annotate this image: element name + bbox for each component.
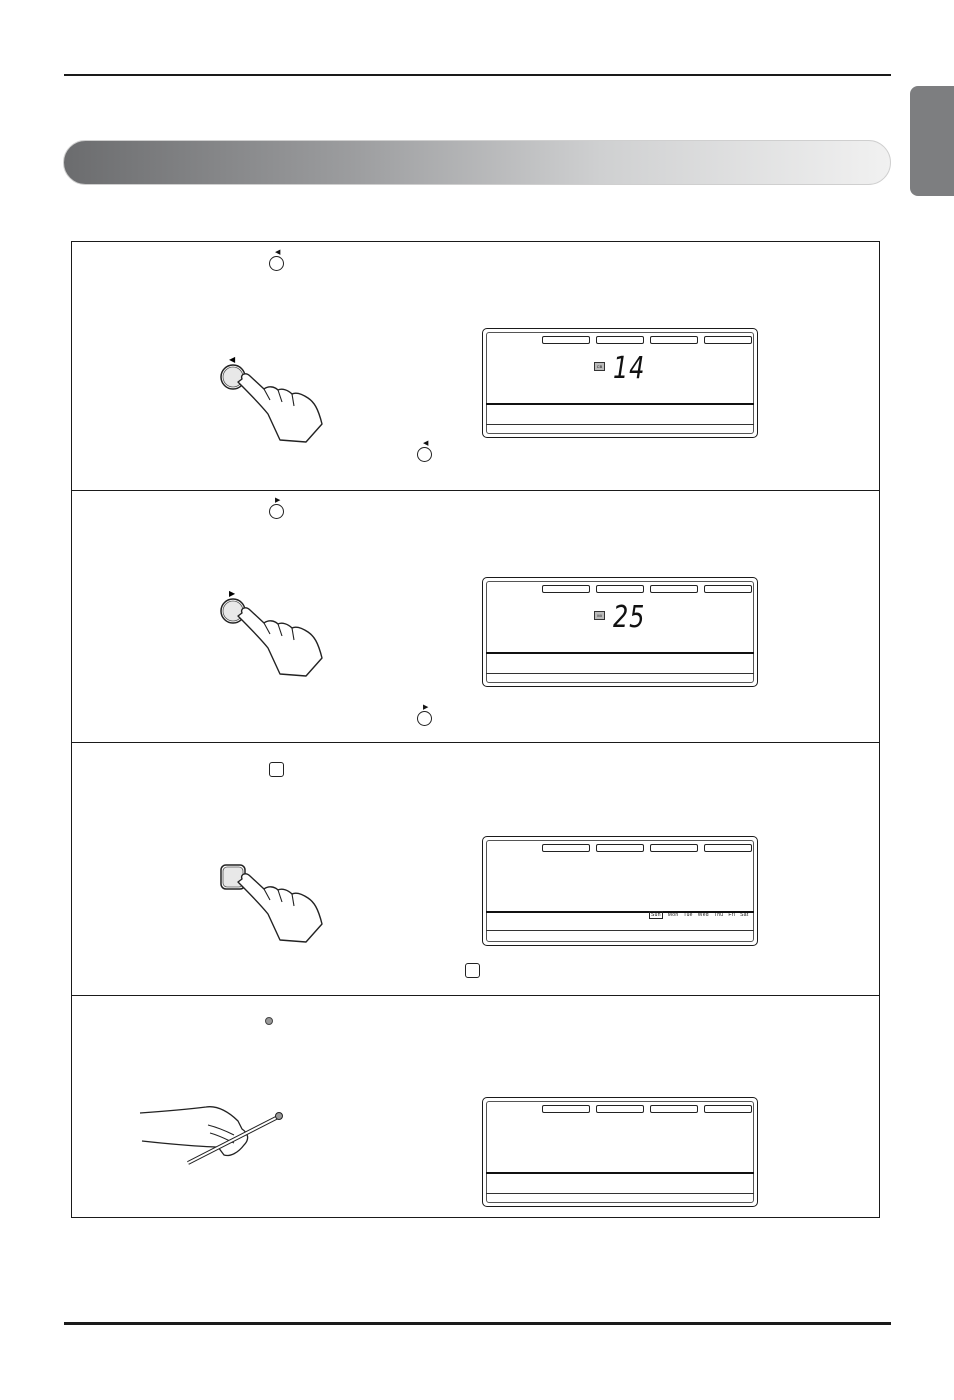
instruction-frame [71, 241, 880, 1218]
weekday-row [649, 912, 754, 918]
lcd-display-4 [482, 1097, 758, 1207]
hand-pressing-square-button-icon [210, 852, 335, 947]
day-fri: Fri [728, 912, 736, 918]
right-button-icon: ▶ [269, 504, 284, 519]
language-tab [910, 86, 954, 196]
hand-pressing-right-button-icon [210, 586, 335, 681]
day-sat: Sat [740, 912, 749, 918]
step-divider [71, 490, 880, 491]
bottom-rule [64, 1322, 891, 1325]
top-rule [64, 74, 891, 76]
right-button-icon: ▶ [417, 711, 432, 726]
reset-hole-icon [265, 1017, 273, 1025]
lcd-display-1 [482, 328, 758, 438]
mode-tag: CB [594, 362, 605, 371]
day-sun: Sun [651, 912, 661, 918]
square-button-icon [465, 963, 480, 978]
section-header-bar [63, 140, 891, 185]
day-tue: Tue [683, 912, 693, 918]
svg-text:◀: ◀ [229, 355, 236, 364]
lcd-display-3 [482, 836, 758, 946]
left-button-icon: ◀ [269, 256, 284, 271]
day-wed: Wed [697, 912, 709, 918]
step-divider [71, 742, 880, 743]
step-divider [71, 995, 880, 996]
lcd-value: 14 [613, 351, 646, 386]
day-thu: Thu [713, 912, 724, 918]
day-mon: Mon [667, 912, 679, 918]
mode-tag: Mi [594, 611, 605, 620]
lcd-value: 25 [613, 600, 646, 635]
hand-holding-pen-icon [138, 1105, 288, 1165]
left-button-icon: ◀ [417, 447, 432, 462]
lcd-display-2 [482, 577, 758, 687]
hand-pressing-left-button-icon [210, 352, 335, 447]
svg-text:▶: ▶ [229, 589, 236, 598]
square-button-icon [269, 762, 284, 777]
